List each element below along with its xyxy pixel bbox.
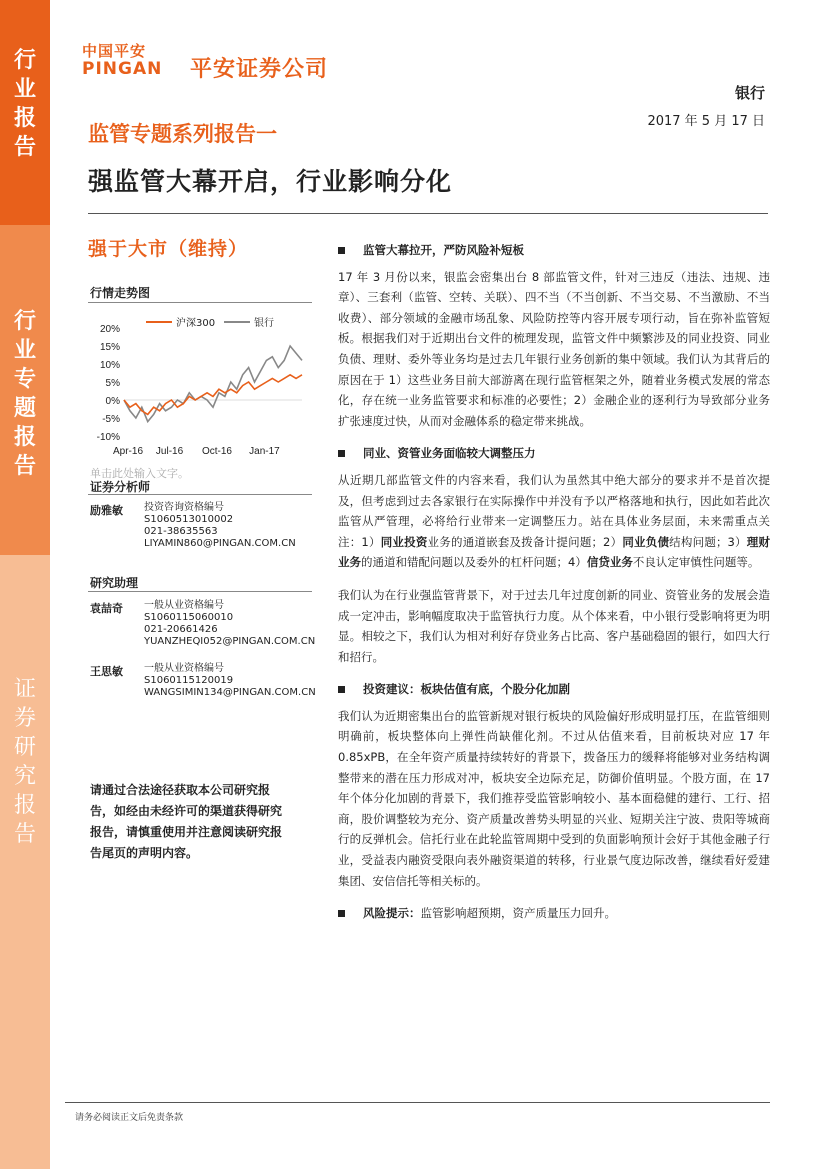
section-heading — [338, 443, 770, 464]
assistant-name: 袁喆奇 — [90, 602, 123, 615]
rating-label: 强于大市（维持） — [88, 238, 249, 260]
sidebar-label-special-report: 行 业 专 题 报 告 — [13, 309, 36, 479]
assistant-email: YUANZHEQI052@PINGAN.COM.CN — [144, 636, 316, 647]
section-heading-text: 监管大幕拉开，严防风险补短板 — [363, 243, 524, 257]
sidebar-band-special — [0, 225, 50, 555]
paragraph-text: 结构问题；3） — [669, 534, 747, 549]
footer-divider — [65, 1102, 770, 1103]
y-tick-label: 5% — [105, 378, 120, 389]
x-tick-label: Jul-16 — [155, 446, 184, 457]
assistant-heading: 研究助理 — [90, 576, 139, 590]
paragraph: 我们认为近期密集出台的监管新规对银行板块的风险偏好形成明显打压，在监管细则明确前，板块整体向上弹性尚缺催化剂。不过从估值来看，目前板块对应 17 年 0.85xPB，在全年资产质量持续转好的背景下，拨备压力的缓释将能够对业务结构调整带来的潜在压力形成对冲，板块安全边际充足，防御价值明显。个股方面，在 17 年个体分化加剧的背景下，我们推荐受监管影响较小、基本面稳健的建行、工行、招商，股价调整较为充分、资产质量改善势头明显的兴业、短期关注宁波、贵阳等城商行的反弹机会。信托行业在此轮监管周期中受到的负面影响预计会好于其他金融子行业，受益表内融资受限向表外融资渠道的转移，行业景气度边际改善，继续看好爱建集团、安信信托等相关标的。 — [338, 708, 770, 888]
y-tick-label: 20% — [99, 324, 120, 335]
paragraph: 我们认为在行业强监管背景下，对于过去几年过度创新的同业、资管业务的发展会造成一定冲击，影响幅度取决于监管执行力度。从个体来看，中小银行受影响将更为明显。相较之下，我们认为相对利好存贷业务占比高、客户基础稳固的银行，如四大行和招行。 — [338, 587, 770, 664]
y-tick-label: 10% — [99, 360, 120, 371]
assistant-cert-number: S1060115120019 — [144, 675, 234, 686]
assistant-divider — [88, 591, 312, 592]
assistant-name: 王思敏 — [90, 665, 123, 678]
emphasis-text: 理财业务 — [338, 534, 770, 570]
assistant-cert-number: S1060115060010 — [144, 612, 234, 623]
analyst-heading: 证券分析师 — [90, 480, 151, 494]
sidebar-label-industry-report: 行 业 报 告 — [13, 48, 36, 160]
footer-notice: 请务必阅读正文后免责条款 — [75, 1113, 184, 1123]
main-content — [338, 240, 770, 924]
assistant-cert-label: 一般从业资格编号 — [144, 663, 224, 674]
analyst-email: LIYAMIN860@PINGAN.COM.CN — [144, 538, 296, 549]
section-heading-text: 投资建议：板块估值有底，个股分化加剧 — [363, 682, 570, 697]
assistant-info — [144, 600, 315, 648]
pingan-logo — [82, 40, 162, 79]
company-name: 平安证券公司 — [190, 57, 329, 82]
market-trend-chart — [88, 308, 310, 468]
legend-label: 银行 — [254, 318, 274, 329]
assistant-cert-label: 一般从业资格编号 — [144, 600, 224, 611]
square-bullet-icon — [338, 247, 345, 254]
risk-label: 风险提示： — [363, 906, 421, 921]
chart-heading-divider — [88, 302, 312, 303]
y-tick-label: 0% — [105, 396, 120, 407]
sidebar-band-research — [0, 555, 50, 1169]
x-tick-label: Apr-16 — [112, 446, 144, 457]
chart-heading: 行情走势图 — [90, 286, 151, 300]
paragraph-text: 的通道和错配问题以及委外的杠杆问题；4） — [361, 555, 587, 570]
series-line — [124, 375, 302, 415]
assistant-phone: 021-20661426 — [144, 624, 218, 635]
sidebar-label-research-report: 证 券 研 究 报 告 — [13, 677, 36, 847]
square-bullet-icon — [338, 910, 345, 917]
analyst-info — [144, 502, 296, 550]
header-divider — [88, 213, 768, 214]
paragraph-text: 业务的通道嵌套及拨备计提问题；2） — [427, 534, 623, 549]
assistant-email: WANGSIMIN134@PINGAN.COM.CN — [144, 687, 316, 698]
paragraph-text: 不良认定审慎性问题等。 — [632, 555, 760, 570]
paragraph — [338, 470, 770, 573]
x-tick-label: Oct-16 — [201, 446, 233, 457]
chart-placeholder-text: 单击此处输入文字。 — [90, 467, 189, 480]
paragraph: 17 年 3 月份以来，银监会密集出台 8 部监管文件，针对三违反（违法、违规、违章）、三套利（监管、空转、关联）、四不当（不当创新、不当交易、不当激励、不当收费）、部分领域的金融市场乱象、风险防控等内容开展专项行动，旨在弥补监管短板。根据我们对于近期出台文件的梳理发现，监管文件中频繁涉及的同业投资、同业负债、理财、委外等业务均是过去几年银行业务创新的集中领域。我们认为其背后的原因在于 1）这些业务目前大部游离在现行监管框架之外，随着业务模式发展的常态化，存在统一业务监管要求和标准的必要性；2）金融企业的逐利行为导致部分业务扩张速度过快，从而对金融体系的稳定带来挑战。 — [338, 269, 770, 428]
square-bullet-icon — [338, 686, 345, 693]
legal-disclaimer: 请通过合法途径获取本公司研究报告，如经由未经许可的渠道获得研究报告，请慎重使用并注意阅读研究报告尾页的声明内容。 — [90, 783, 283, 860]
square-bullet-icon — [338, 450, 345, 457]
section-heading — [338, 679, 770, 700]
analyst-divider — [88, 494, 312, 495]
assistant-info — [144, 663, 316, 699]
sidebar-band-report — [0, 0, 50, 225]
industry-label: 银行 — [734, 84, 765, 102]
y-tick-label: -5% — [102, 414, 120, 425]
emphasis-text: 信贷业务 — [586, 555, 633, 570]
section-heading — [338, 240, 770, 261]
y-tick-label: -10% — [96, 432, 120, 443]
analyst-cert-label: 投资咨询资格编号 — [144, 502, 224, 513]
paragraph-text: 从近期几部监管文件的内容来看，我们认为虽然其中绝大部分的要求并不是首次提及，但考虑到过去各家银行在实际操作中并没有予以严格落地和执行，因此如若此次监管从严管理，必将给行业带来一定调整压力。站在具体业务层面，未来需重点关注：1） — [338, 472, 770, 549]
legend-label: 沪深300 — [176, 318, 216, 329]
x-tick-label: Jan-17 — [249, 446, 280, 457]
section-heading-text: 同业、资管业务面临较大调整压力 — [363, 446, 536, 461]
emphasis-text: 同业投资 — [380, 534, 428, 549]
analyst-phone: 021-38635563 — [144, 526, 218, 537]
report-date: 2017 年 5 月 17 日 — [647, 114, 765, 129]
emphasis-text: 同业负债 — [622, 534, 670, 549]
risk-warning — [338, 903, 770, 924]
analyst-name: 励雅敏 — [90, 504, 123, 517]
logo-english: PINGAN — [82, 59, 163, 79]
page-title: 强监管大幕开启，行业影响分化 — [88, 167, 453, 196]
series-title: 监管专题系列报告一 — [88, 122, 277, 146]
logo-chinese: 中国平安 — [82, 42, 147, 60]
risk-text: 监管影响超预期，资产质量压力回升。 — [420, 906, 616, 921]
analyst-cert-number: S1060513010002 — [144, 514, 234, 525]
y-tick-label: 15% — [99, 342, 120, 353]
